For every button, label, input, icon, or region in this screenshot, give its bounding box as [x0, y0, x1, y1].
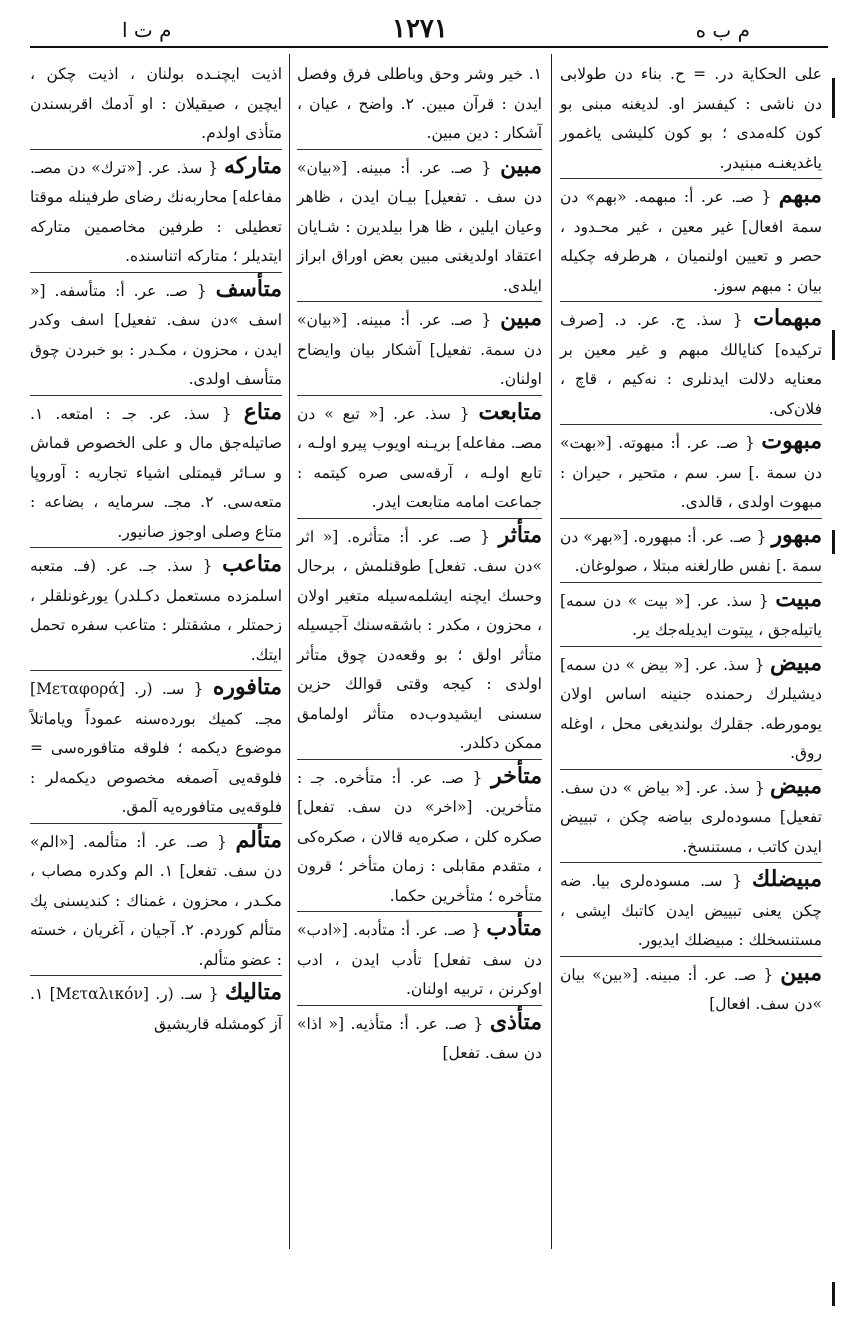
- header-rule: [30, 46, 828, 48]
- dictionary-entry: [560, 60, 822, 178]
- column-divider: [551, 54, 552, 1249]
- right-column: [560, 60, 822, 1020]
- entry-headword: متافوره: [212, 674, 282, 700]
- entry-headword: مبهمات: [753, 305, 822, 331]
- entry-text: { سذ. عر. [« بياض » دن سف. تفعيل] مسوده‌لرى بياضه چكن ، تبييض ايدن كاتب ، مستنسخ.: [560, 778, 822, 856]
- entry-text: { سذ. عر. [«ترك» دن مصـ. مفاعله] محاربه‌نك رضاى طرفينله موقتا تعطيلى : طرفين مخاصمين متاركه ايتديلر ؛ متاركه اتناسنده.: [30, 158, 282, 265]
- right-running-head: م ب ه: [695, 18, 750, 42]
- dictionary-entry: [560, 518, 822, 582]
- entry-headword: متأدب: [486, 915, 542, 941]
- entry-text: { صـ. عر. أ: مبينه. [«بيان» دن سمة. تفعيل] آشكار بيان وايضاح اولنان.: [297, 311, 542, 388]
- entry-headword: متأذى: [489, 1008, 542, 1035]
- dictionary-entry: [297, 759, 542, 912]
- dictionary-entry: [297, 60, 542, 149]
- dictionary-entry: [560, 582, 822, 646]
- dictionary-entry: [30, 547, 282, 670]
- entry-headword: متاعب: [222, 551, 282, 577]
- left-running-head: م ت ا: [122, 18, 172, 42]
- dictionary-entry: [560, 178, 822, 301]
- entry-headword: مبهم: [778, 182, 822, 208]
- entry-text: { سذ. ج. عر. د. [صرف تركيده] كنايالك مبهم و غير معين بر معنايه دلالت ايدنلرى : نه‌كيم ، قاچ ، فلان‌كى.: [560, 311, 822, 418]
- dictionary-entry: [560, 862, 822, 956]
- entry-headword: مبهور: [771, 521, 822, 548]
- entry-text: { صـ. عر. أ: مبهوره. [«بهر» دن سمة .] نفس طارلغنه مبتلا ، صولوغان.: [560, 527, 822, 575]
- page-header: [30, 14, 820, 44]
- entry-headword: مبين: [780, 959, 822, 986]
- dictionary-entry: [30, 272, 282, 395]
- dictionary-entry: [297, 911, 542, 1005]
- entry-text: { صـ. عر. أ: مبهمه. «بهم» دن سمة افعال] غير معين ، غير محـدود ، حصر و تعيين اولنميان ، هرطرفه چكيله بيان : مبهم سوز.: [560, 188, 822, 295]
- entry-headword: متأخر: [491, 762, 542, 789]
- entry-text: { صـ. عر. أ: متألمه. [«الم» دن سف. تفعل] ۱. الم وكدره مصاب ، مكـدر ، محزون ، غمناك : كنديسنى پك متألم كوردم. ۲. آجيان ، آغريان ، خسته : عضو متألم.: [30, 832, 282, 969]
- entry-headword: مبيض: [769, 649, 822, 676]
- margin-mark: [832, 530, 835, 554]
- entry-headword: مبهوت: [761, 428, 822, 454]
- entry-text: { سذ. عر. [« تبع » دن مصـ. مفاعله] بريـنه اويوب پيرو اولـه ، تابع اولـه ، آرقه‌سى صره كيتمه : جماعت امامه متابعت ايدر.: [297, 404, 542, 511]
- entry-headword: متاليك: [224, 979, 282, 1005]
- page-number: ۱۲۷۱: [392, 14, 448, 44]
- dictionary-entry: [30, 670, 282, 823]
- entry-headword: متاركه: [223, 152, 282, 179]
- dictionary-entry: [560, 769, 822, 863]
- entry-text: { سـ. (ر. [Μεταλικόν] ۱. آز كومشله قاريشيق: [30, 985, 282, 1033]
- entry-headword: مبيضلك: [752, 866, 822, 892]
- margin-mark: [832, 1282, 835, 1306]
- dictionary-entry: [30, 60, 282, 149]
- entry-text: { صـ. عر. أ: مبهوته. [«بهت» دن سمة .] سر. سم ، متحير ، حيران : مبهوت اولدى ، قالدى.: [560, 434, 822, 511]
- entry-headword: متأثر: [498, 521, 542, 548]
- dictionary-entry: [297, 518, 542, 759]
- entry-text: { صـ. عر. أ: متأخره. جـ : متأخرين. [«اخر» دن سف. تفعل] صكره كلن ، صكره‌يه قالان ، صكره‌كى ، متقدم مقابلى : زمان متأخر ؛ قرون متأخره ؛ متأخرين حكما.: [297, 768, 542, 905]
- dictionary-entry: [560, 424, 822, 518]
- entry-text: { صـ. عر. أ: متأدبه. [«ادب» دن سف تفعل] تأدب ايدن ، ادب اوكرنن ، تربيه اولنان.: [297, 921, 542, 998]
- dictionary-entry: [30, 395, 282, 548]
- entry-headword: مبين: [500, 305, 542, 331]
- entry-headword: مبيض: [769, 772, 822, 799]
- dictionary-entry: [297, 1005, 542, 1069]
- dictionary-entry: [297, 301, 542, 395]
- entry-text: { صـ. عر. أ: مبينه. [«بيان» دن سف . تفعيل] بيـان ايدن ، ظاهر وعيان ايلين ، ظا هرا بيلديرن : شـايان اعتقاد اولديغنى مبين بعض اوراق ابراز ايلدى.: [297, 158, 542, 295]
- entry-text: { صـ. عر. أ: متأثره. [« اثر »دن سف. تفعل] طوقنلمش ، برحال وحسك ايچنه ايشلمه‌سيله متغير اولان ، محزون ، مكدر : باشقه‌سنك آجيسيله متأثر اولق ؛ بو وقعه‌دن چوق متأثر اولدى : كيجه وقتى قوالك حزين سسنى ايشيدوب‌ده متأثر اولمامق ممكن دكلدر.: [297, 527, 542, 752]
- entry-headword: مبيت: [775, 585, 822, 612]
- dictionary-entry: [560, 956, 822, 1020]
- middle-column: [297, 60, 542, 1069]
- entry-text: { سذ. عر. [« بيض » دن سمه] ديشيلرك رحمنده جنينه اساس اولان يومورطه. جقلرك بولنديغى محل ، اوغله روق.: [560, 655, 822, 762]
- entry-text: على الحكاية در. = ح. بناء دن طولابى دن ناشى : كيفسز او. لديغنه مبنى بو كون كله‌مدى ؛ بو كون كليشى ياغمور ياغديغنـه مبنيدر.: [560, 65, 822, 172]
- entry-text: { سذ. عر. [« بيت » دن سمه] ياتيله‌جق ، ييتوت ايديله‌جك ير.: [560, 591, 822, 639]
- left-column: [30, 60, 282, 1039]
- entry-text: { سـ. مسوده‌لرى بيا. ضه چكن يعنى تبييض ايدن كاتبك ايشى ، مستنسخلك : مبيضلك ايديور.: [560, 872, 822, 949]
- dictionary-entry: [297, 149, 542, 302]
- entry-text: { سذ. جـ. عر. (فـ. متعبه اسلمزده مستعمل دكـلدر) يورغونلقلر ، زحمتلر ، مشقتلر : متاعب سفره تحمل ايتك.: [30, 557, 282, 664]
- dictionary-entry: [297, 395, 542, 518]
- dictionary-entry: [30, 975, 282, 1039]
- dictionary-entry: [560, 301, 822, 424]
- entry-text: ۱. خير وشر وحق وباطلى فرق وفصل ايدن : قرآن مبين. ۲. واضح ، عيان ، آشكار : دين مبين.: [297, 65, 542, 142]
- dictionary-entry: [560, 646, 822, 769]
- entry-text: { صـ. عر. أ: مبينه. [«بين» بيان »دن سف. افعال]: [560, 965, 822, 1013]
- entry-headword: متألم: [235, 826, 282, 853]
- entry-headword: متأسف: [215, 275, 282, 302]
- column-divider: [289, 54, 290, 1249]
- entry-headword: متاع: [243, 398, 282, 425]
- entry-text: { صـ. عر. أ: متأسفه. [« اسف »دن سف. تفعيل] اسف وكدر ايدن ، محزون ، مكـدر : بو خبردن چوق متأسف اولدى.: [30, 281, 282, 388]
- margin-mark: [832, 330, 835, 360]
- entry-text: اذيت ايچنـده بولنان ، اذيت چكن ، ايچين ، صيقيلان : او آدمك اقربسندن متأذى اولدم.: [30, 65, 282, 142]
- entry-text: { سذ. عر. جـ : امتعه. ۱. صاتيله‌جق مال و على الخصوص قماش و سـائر قيمتلى اشياء تجاريه : آوروپا متعه‌سى. ۲. مجـ. سرمايه ، بضاعه : متاع وصلى اوجوز صانيور.: [30, 404, 282, 541]
- entry-headword: مبين: [500, 152, 542, 179]
- entry-text: { صـ. عر. أ: متأذيه. [« اذا» دن سف. تفعل]: [297, 1014, 542, 1062]
- entry-text: { سـ. (ر. [Μεταφορά] مجـ. كميك بورده‌سنه عموداً وياماتلاً موضوع ديكمه ؛ فلوقه متافوره‌سى = فلوقه‌يى آصمغه مخصوص ديكمه‌لر : فلوقه‌يى متافوره‌يه آلمق.: [30, 680, 282, 816]
- dictionary-entry: [30, 149, 282, 272]
- dictionary-entry: [30, 823, 282, 976]
- entry-headword: متابعت: [478, 398, 542, 425]
- margin-mark: [832, 78, 835, 118]
